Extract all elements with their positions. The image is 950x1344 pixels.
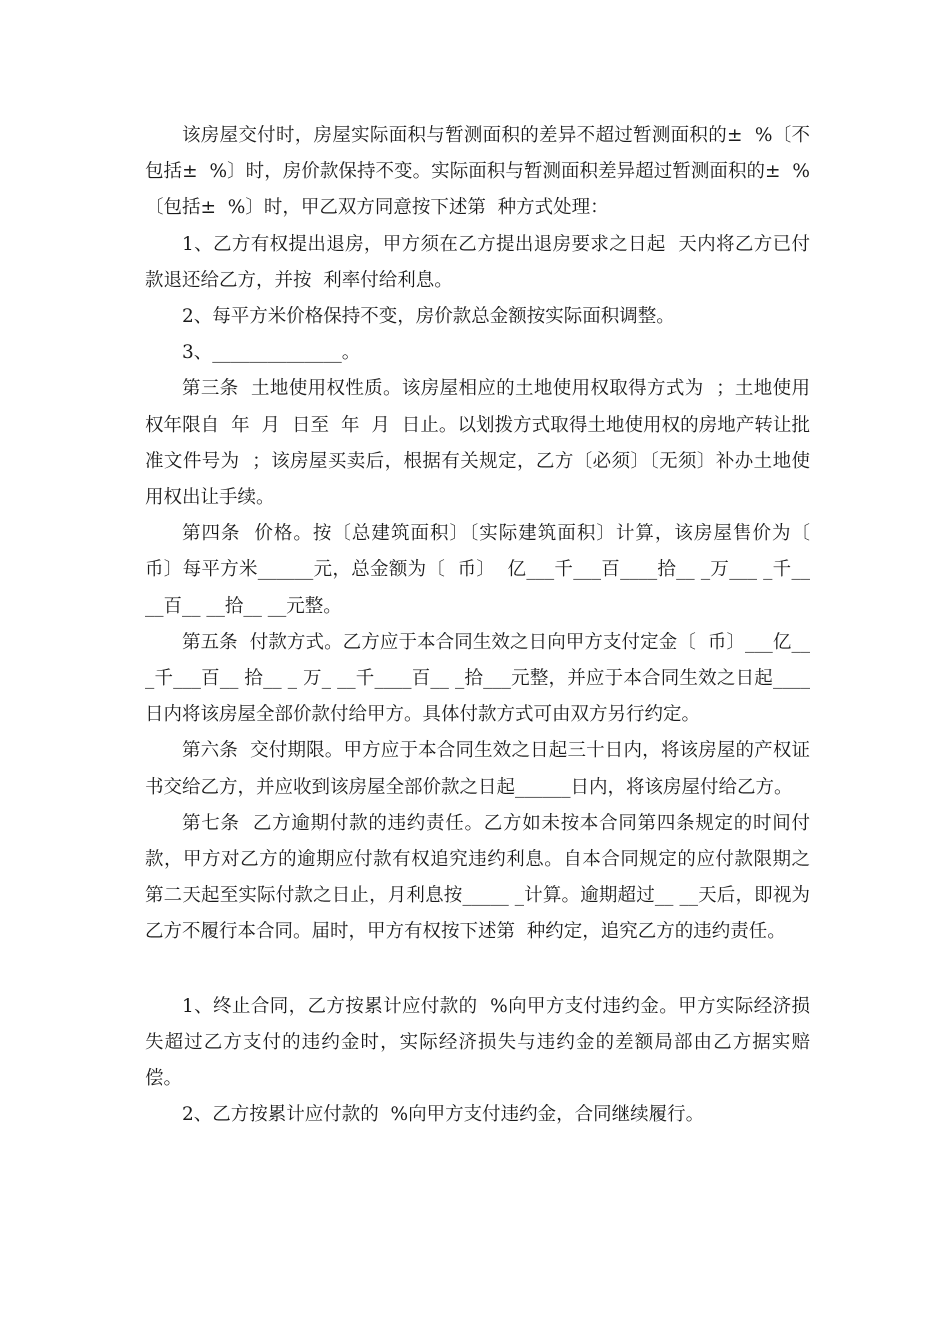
document-body — [145, 118, 822, 1133]
paragraph-penalty-option-1: 1、终止合同，乙方按累计应付款的 %向甲方支付违约金。甲方实际经济损失超过乙方支付的违约金时，实际经济损失与违约金的差额局部由乙方据实赔偿。 — [145, 995, 810, 1090]
paragraph-spacer — [145, 951, 810, 989]
paragraph-article-7-late-payment: 第七条 乙方逾期付款的违约责任。乙方如未按本合同第四条规定的时间付款，甲方对乙方的逾期应付款有权追究违约利息。自本合同规定的应付款限期之第二天起至实际付款之日止，月利息按_____ _计算。逾期超过__ __天后，即视为乙方不履行本合同。届时，甲方有权按下述第 种约定，追究乙方的违约责任。 — [145, 812, 810, 943]
paragraph-area-difference: 该房屋交付时，房屋实际面积与暂测面积的差异不超过暂测面积的± %〔不包括± %〕时，房价款保持不变。实际面积与暂测面积差异超过暂测面积的± %〔包括± %〕时，甲乙双方同意按下述第 种方式处理： — [145, 125, 810, 219]
paragraph-penalty-option-2: 2、乙方按累计应付款的 %向甲方支付违约金，合同继续履行。 — [182, 1104, 705, 1126]
paragraph-article-6-delivery: 第六条 交付期限。甲方应于本合同生效之日起三十日内，将该房屋的产权证书交给乙方，并应收到该房屋全部价款之日起______日内，将该房屋付给乙方。 — [145, 740, 810, 798]
paragraph-article-5-payment: 第五条 付款方式。乙方应于本合同生效之日向甲方支付定金〔 币〕___亿___千___百__ 拾__ _ 万_ __千____百__ _拾___元整，并应于本合同生效之日起____日内将该房屋全部价款付给甲方。具体付款方式可由双方另行约定。 — [145, 631, 810, 726]
paragraph-article-4-price: 第四条 价格。按〔总建筑面积〕〔实际建筑面积〕计算，该房屋售价为〔 币〕每平方米______元，总金额为〔 币〕 亿___千___百____拾__ _万___ _千__ __百__ __拾__ __元整。 — [145, 523, 822, 617]
paragraph-option-3-blank: 3、______________。 — [182, 342, 361, 364]
paragraph-article-3-land-use: 第三条 土地使用权性质。该房屋相应的土地使用权取得方式为 ；土地使用权年限自 年 月 日至 年 月 日止。以划拨方式取得土地使用权的房地产转让批准文件号为 ；该房屋买卖后，根据有关规定，乙方〔必须〕〔无须〕补办土地使用权出让手续。 — [145, 378, 810, 509]
paragraph-option-2-adjust: 2、每平方米价格保持不变，房价款总金额按实际面积调整。 — [182, 306, 675, 328]
paragraph-option-1-refund: 1、乙方有权提出退房，甲方须在乙方提出退房要求之日起 天内将乙方已付款退还给乙方，并按 利率付给利息。 — [145, 233, 810, 291]
